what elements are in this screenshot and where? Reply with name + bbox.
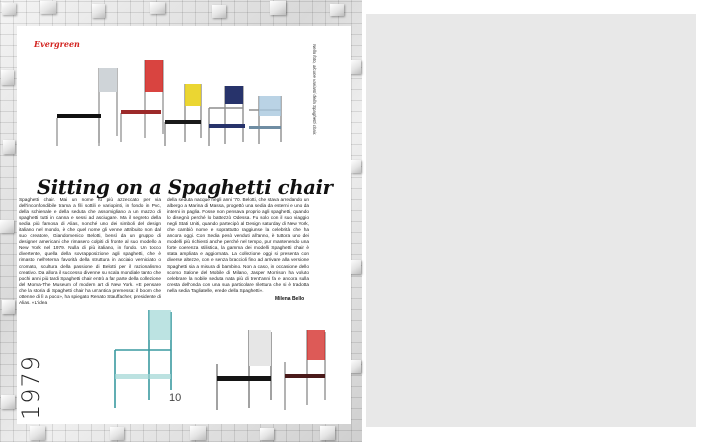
cube-block — [92, 4, 105, 18]
cube-block — [150, 2, 165, 14]
cube-block — [330, 4, 344, 16]
chairs-photo-top — [37, 38, 297, 148]
article-headline: Sitting on a Spaghetti chair — [37, 176, 333, 199]
article-column-2: della seduta nacque negli anni '70. Belotti, che stava arredando un albergo a Marina di Massa, progettò una sedia da esterni e uno da interni in paglia. Fosse non pensava proprio agli spaghetti, quando lo disegnò perché lo battezzò Odessa. Fu solo con il suo viaggio negli Stati Uniti, quando partecipò al Design saturday di New York, che cambiò nome e soprattutto raggiunse la celebrità che ha ancora oggi. Con Sedia pesò venduti all'anno, è tuttora uno dei modelli più richiesti anche perché nel tempo, pur mantenendo una forte coerenza stilistica, la gamma dei modelli Spaghetti chair è stata ampliata e aggiornata. La collezione oggi si presenta con diverse altezze, con e senza braccioli fino ad arrivare alla versione Spaghetti sia a misura di bambino. Non a caso, in occasione dello scorso Salone del Mobile di Milano, Jasper Morrison ha voluto celebrare la nobile seduta nata più di trent'anni fa e ancora sulla cresta dell'onda con una sua particolare rilettura che si è tradotta nella sedia Tagliatelle, erede della Spaghetti». — [167, 198, 309, 294]
author-byline: Milena Bello — [275, 296, 305, 302]
blank-facing-page — [366, 14, 696, 427]
cube-block — [350, 60, 361, 74]
article-column-1: Spaghetti chair. Mai un nome fu più azzeccato per via dell'inconfondibile trama a fili sottili e variopinti, in fondo in Pvc, della schienale e della seduta che assomigliano a un mazzo di spaghetti tutti in canna e sessi ad asciugare. Ma il segreto della sedia più famosa di Alias, nonché uno dei simboli del design italiano nel mondo, è che quel nome gli venne attribuito non dal suo creatore, Giandomenico Belotti, bensì da un gruppo di designer americani che rimasero colpiti di fronte al suo modello a New York nel 1979. Nulla di più italiano, in fondo. Un tocco divertente, quella della sovrapposizione agli spaghetti, che è rimasto nell'eterna favorità della struttura in acciaio verniciato o cromato, scultura della passione di Belotti per il razionalismo creativo. Da allora il successo divenne su scala mondiale tanto che pochi anni più tardi Spaghetti chair entrò a far parte della collezione del Moma-The Museum of modern art di New York. «E pensare che la storia di Spaghetti chair ha un'antica premessa: il boom che ottenne di lì a poco», ha spiegato Renato Stauffacher, presidente di Alias. «L'idea — [19, 198, 161, 306]
cube-block — [30, 426, 45, 440]
photo-caption: Nella foto, alcune varianti della Spaghetti chair. — [312, 44, 317, 136]
cube-block — [3, 140, 15, 154]
cube-block — [0, 220, 14, 233]
cube-block — [190, 426, 206, 440]
cube-block — [1, 395, 15, 409]
cube-block — [2, 3, 16, 15]
cube-block — [270, 1, 286, 15]
cube-block — [1, 70, 14, 85]
page-number: 10 — [169, 392, 182, 404]
cube-block — [350, 360, 361, 373]
cube-block — [320, 426, 335, 440]
section-label: Evergreen — [34, 39, 80, 49]
cube-block — [212, 5, 226, 18]
cube-block — [260, 428, 274, 440]
cube-block — [351, 160, 361, 173]
cube-block — [40, 1, 56, 14]
year-label: 1979 — [17, 354, 45, 420]
chairs-photo-bottom — [109, 290, 339, 420]
cube-block — [110, 427, 124, 440]
cube-block — [2, 300, 15, 314]
magazine-page — [17, 26, 351, 424]
